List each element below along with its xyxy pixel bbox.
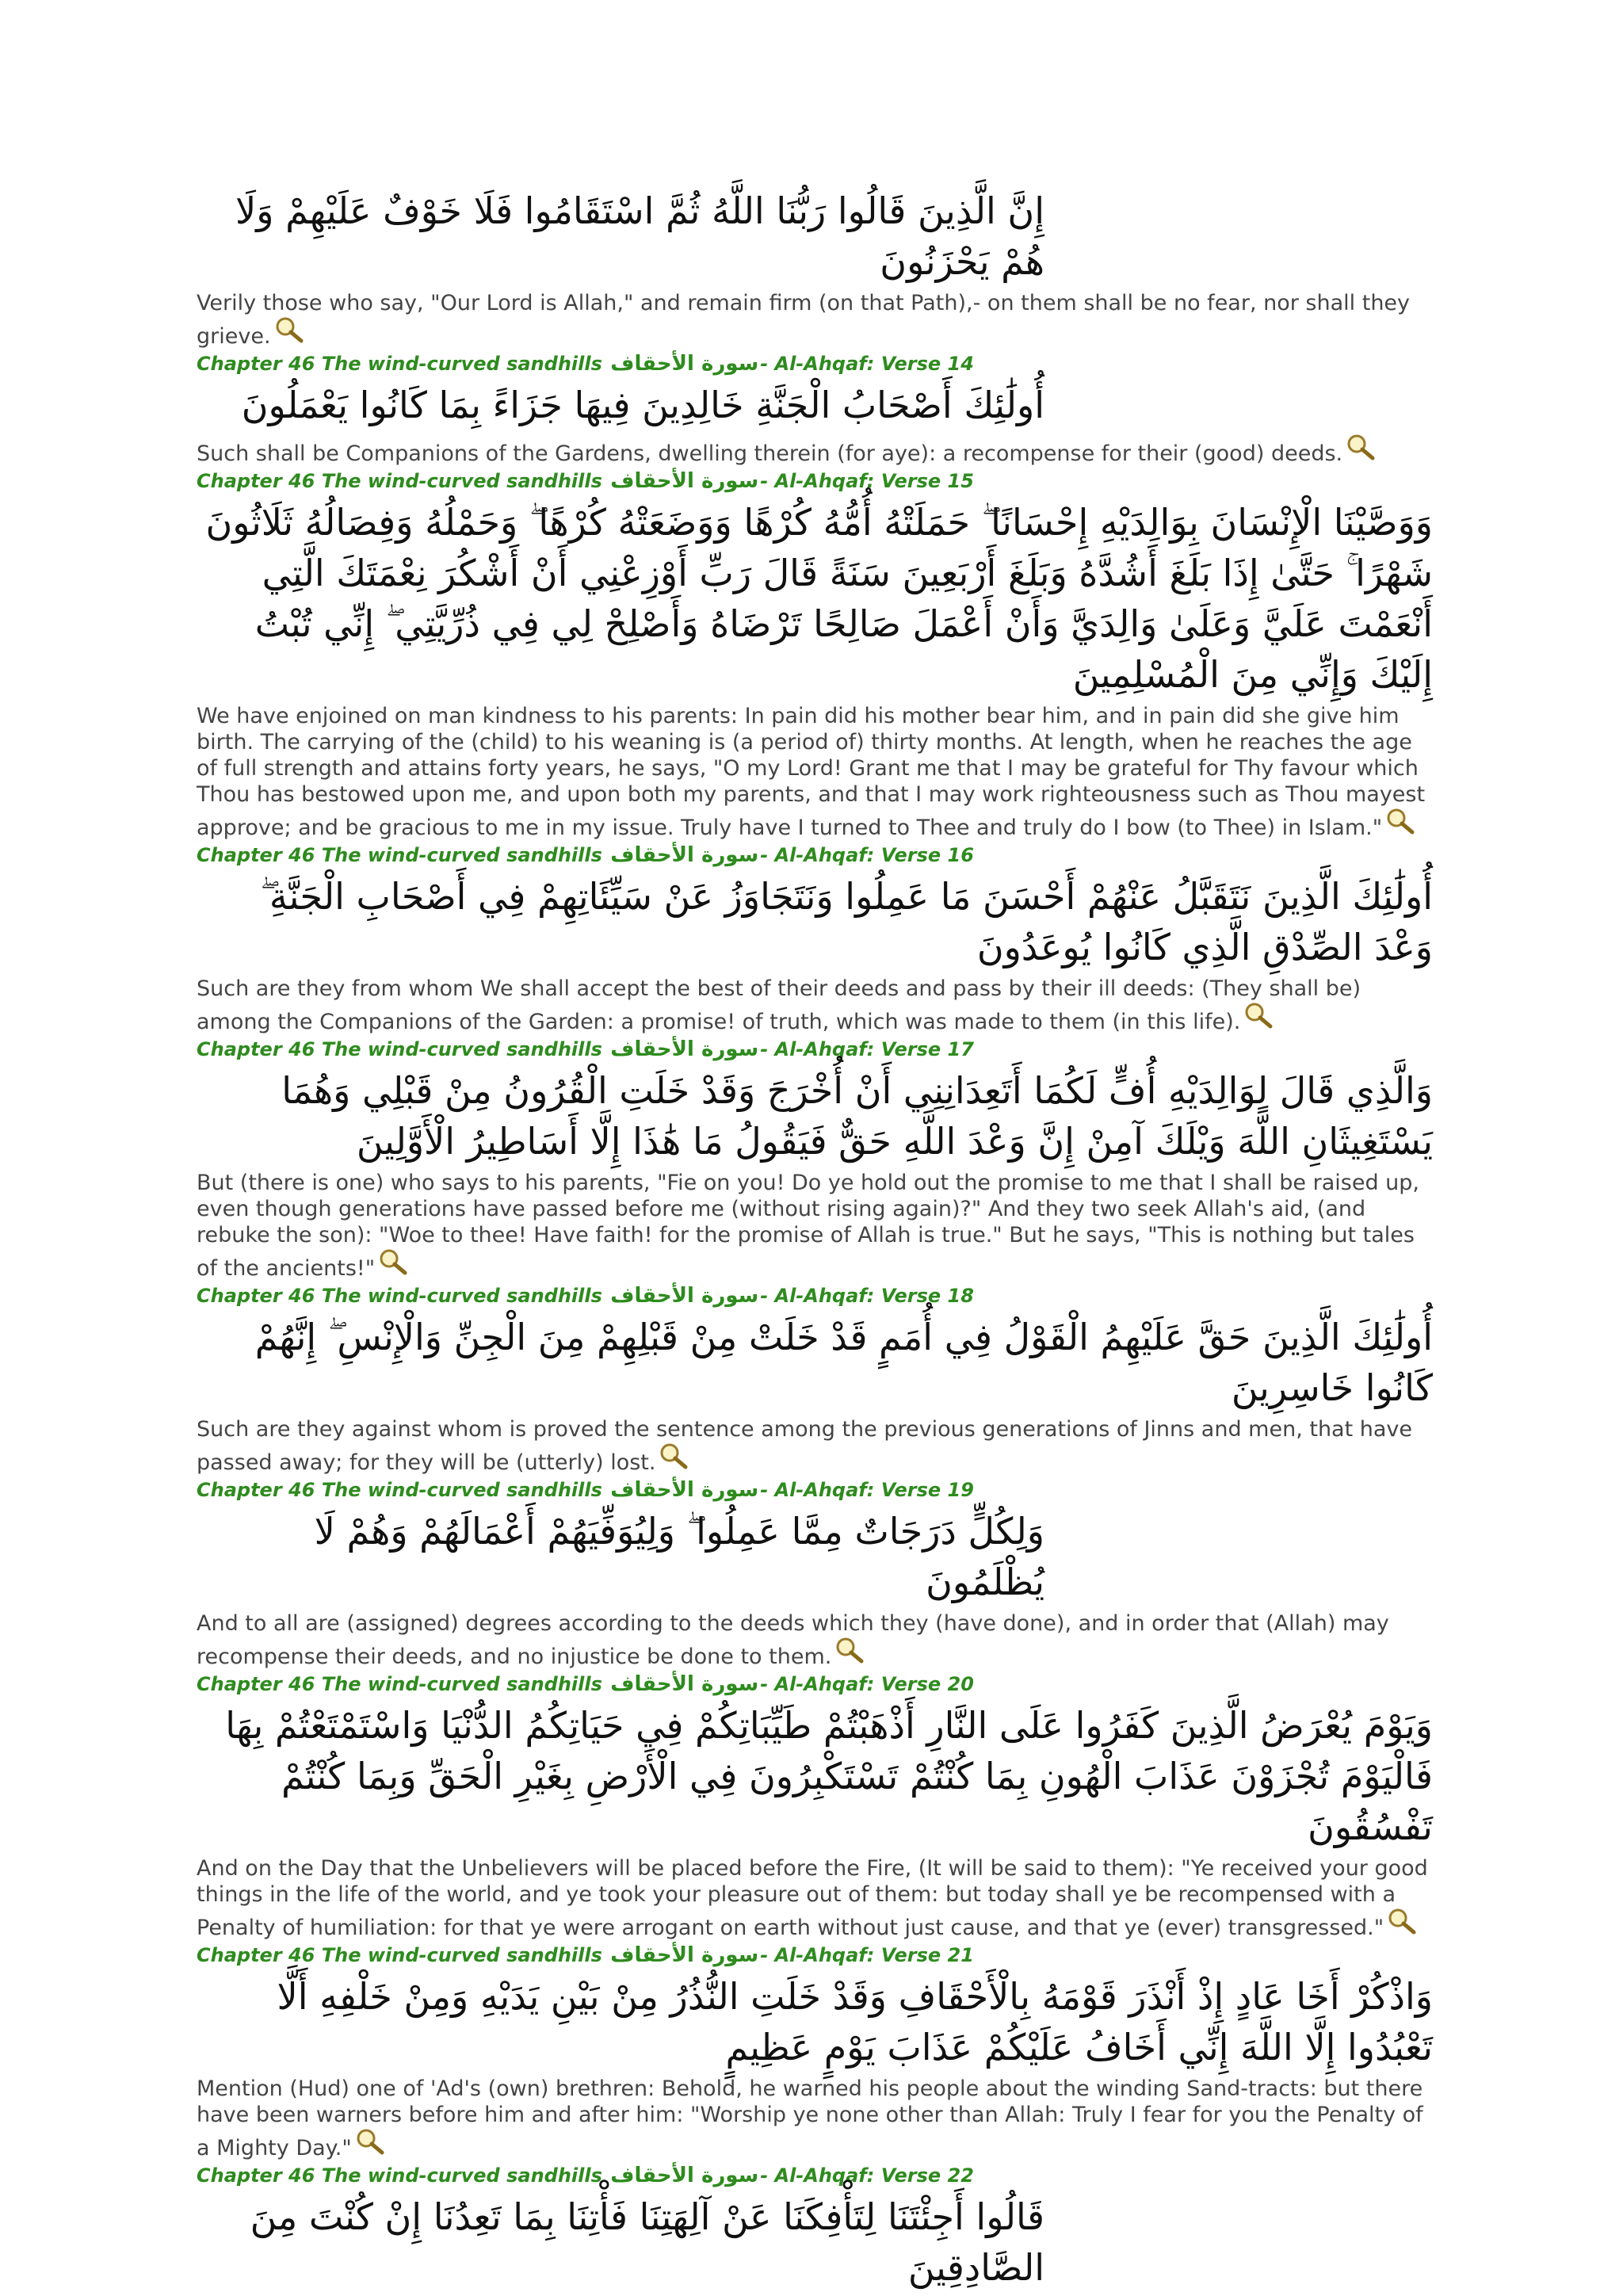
magnifier-icon[interactable] — [355, 2128, 385, 2155]
arabic-verse-text: وَلِكُلٍّ دَرَجَاتٌ مِمَّا عَمِلُوا ۖ وَلِيُوَفِّيَهُمْ أَعْمَالَهُمْ وَهُمْ لَا يُظْلَمُونَ — [314, 1510, 1044, 1603]
translation-body: Such are they from whom We shall accept the best of their deeds and pass by their ill deeds: (They shall be) among the Companions of the Garden: a promise! of truth, which was made to them (in this life). — [197, 976, 1361, 1034]
sura-name-arabic: سورة الأحقاف — [610, 1478, 759, 1502]
magnifier-icon[interactable] — [659, 1442, 689, 1469]
sura-verse-label: - Al-Ahqaf: Verse 21 — [760, 1944, 974, 1966]
verse-block-21 — [197, 1941, 1433, 2161]
translation-text — [197, 290, 1433, 350]
sura-name-arabic: سورة الأحقاف — [610, 1672, 759, 1696]
sura-name-arabic: سورة الأحقاف — [610, 2164, 759, 2187]
verse-header — [197, 841, 1433, 869]
sura-verse-label: - Al-Ahqaf: Verse 15 — [760, 470, 974, 492]
arabic-verse-text: أُولَٰئِكَ أَصْحَابُ الْجَنَّةِ خَالِدِينَ فِيهَا جَزَاءً بِمَا كَانُوا يَعْمَلُونَ — [241, 384, 1044, 426]
translation-text — [197, 976, 1433, 1035]
chapter-label: Chapter 46 The wind-curved sandhills — [197, 1944, 602, 1966]
chapter-label: Chapter 46 The wind-curved sandhills — [197, 353, 602, 375]
sura-verse-label: - Al-Ahqaf: Verse 17 — [760, 1038, 974, 1060]
sura-name-arabic: سورة الأحقاف — [610, 1037, 759, 1061]
arabic-verse-text: أُولَٰئِكَ الَّذِينَ حَقَّ عَلَيْهِمُ الْقَوْلُ فِي أُمَمٍ قَدْ خَلَتْ مِنْ قَبْلِهِمْ مِنَ الْجِنِّ وَالْإِنْسِ ۖ إِنَّهُمْ كَانُوا خَاسِرِينَ — [254, 1316, 1433, 1409]
translation-body: But (there is one) who says to his parents, "Fie on you! Do ye hold out the promise to me that I shall be raised up, even though generations have passed before me (without rising again)?" And they two seek Allah's aid, (and rebuke the son): "Woe to thee! Have faith! for the promise of Allah is true." But he says, "This is nothing but tales of the ancients!" — [197, 1171, 1419, 1281]
verse-block-18 — [197, 1282, 1433, 1476]
verse-block-13 — [197, 185, 1433, 350]
verse-block-16 — [197, 841, 1433, 1035]
verse-page — [197, 184, 1433, 2296]
sura-verse-label: - Al-Ahqaf: Verse 20 — [760, 1673, 974, 1695]
translation-text — [197, 1170, 1433, 1282]
translation-text — [197, 1416, 1433, 1476]
chapter-label: Chapter 46 The wind-curved sandhills — [197, 2164, 602, 2187]
translation-body: We have enjoined on man kindness to his parents: In pain did his mother bear him, and in pain did she give him birth. The carrying of the (child) to his weaning is (a period of) thirty months. At length, when he reaches the age of full strength and attains forty years, he says, "O my Lord! Grant me that I may be grateful for Thy favour which Thou has bestowed upon me, and upon both my parents, and that I may work righteousness such as Thou mayest approve; and be gracious to me in my issue. Truly have I turned to Thee and truly do I bow (to Thee) in Islam." — [197, 704, 1426, 840]
verse-header — [197, 1282, 1433, 1310]
chapter-label: Chapter 46 The wind-curved sandhills — [197, 1038, 602, 1060]
chapter-label: Chapter 46 The wind-curved sandhills — [197, 844, 602, 866]
verse-block-17 — [197, 1035, 1433, 1282]
magnifier-icon[interactable] — [834, 1637, 865, 1664]
translation-body: Mention (Hud) one of 'Ad's (own) brethren: Behold, he warned his people about the winding Sand-tracts: but there have been warners before him and after him: "Worship ye none other than Allah: Truly I fear for you the Penalty of a Mighty Day." — [197, 2076, 1423, 2160]
sura-name-arabic: سورة الأحقاف — [610, 1943, 759, 1967]
verse-block-19 — [197, 1476, 1433, 1670]
translation-body: Verily those who say, "Our Lord is Allah," and remain firm (on that Path),- on them shall be no fear, nor shall they grieve. — [197, 291, 1411, 349]
verse-block-20 — [197, 1670, 1433, 1941]
arabic-verse-text: وَيَوْمَ يُعْرَضُ الَّذِينَ كَفَرُوا عَلَى النَّارِ أَذْهَبْتُمْ طَيِّبَاتِكُمْ فِي حَيَاتِكُمُ الدُّنْيَا وَاسْتَمْتَعْتُمْ بِهَا فَالْيَوْمَ تُجْزَوْنَ عَذَابَ الْهُونِ بِمَا كُنْتُمْ تَسْتَكْبِرُونَ فِي الْأَرْضِ بِغَيْرِ الْحَقِّ وَبِمَا كُنْتُمْ تَفْسُقُونَ — [225, 1704, 1433, 1848]
verse-header — [197, 1670, 1433, 1698]
sura-name-arabic: سورة الأحقاف — [610, 1284, 759, 1308]
magnifier-icon[interactable] — [1346, 434, 1376, 460]
verse-block-15 — [197, 467, 1433, 841]
arabic-verse-text: وَاذْكُرْ أَخَا عَادٍ إِذْ أَنْذَرَ قَوْمَهُ بِالْأَحْقَافِ وَقَدْ خَلَتِ النُّذُرُ مِنْ بَيْنِ يَدَيْهِ وَمِنْ خَلْفِهِ أَلَّا تَعْبُدُوا إِلَّا اللَّهَ إِنِّي أَخَافُ عَلَيْكُمْ عَذَابَ يَوْمٍ عَظِيمٍ — [277, 1975, 1433, 2069]
sura-verse-label: - Al-Ahqaf: Verse 19 — [760, 1479, 974, 1501]
translation-body: And to all are (assigned) degrees according to the deeds which they (have done), and in order that (Allah) may recompense their deeds, and no injustice be done to them. — [197, 1611, 1389, 1669]
sura-name-arabic: سورة الأحقاف — [610, 843, 759, 867]
sura-verse-label: - Al-Ahqaf: Verse 22 — [760, 2164, 974, 2187]
verse-header — [197, 1941, 1433, 1969]
arabic-verse-text: وَالَّذِي قَالَ لِوَالِدَيْهِ أُفٍّ لَكُمَا أَتَعِدَانِنِي أَنْ أُخْرَجَ وَقَدْ خَلَتِ الْقُرُونُ مِنْ قَبْلِي وَهُمَا يَسْتَغِيثَانِ اللَّهَ وَيْلَكَ آمِنْ إِنَّ وَعْدَ اللَّهِ حَقٌّ فَيَقُولُ مَا هَٰذَا إِلَّا أَسَاطِيرُ الْأَوَّلِينَ — [281, 1069, 1433, 1163]
magnifier-icon[interactable] — [1243, 1002, 1274, 1029]
translation-body: And on the Day that the Unbelievers will be placed before the Fire, (It will be said to them): "Ye received your good things in the life of the world, and ye took your pleasure out of them: but today shall ye be recompensed with a Penalty of humiliation: for that ye were arrogant on earth without just cause, and that ye (ever) transgressed." — [197, 1856, 1428, 1940]
translation-text — [197, 2076, 1433, 2161]
translation-text — [197, 1610, 1433, 1670]
sura-name-arabic: سورة الأحقاف — [610, 469, 759, 493]
chapter-label: Chapter 46 The wind-curved sandhills — [197, 470, 602, 492]
verse-header — [197, 1476, 1433, 1504]
magnifier-icon[interactable] — [1385, 808, 1415, 835]
verse-block-14 — [197, 350, 1433, 467]
verse-header — [197, 350, 1433, 378]
arabic-verse-text: أُولَٰئِكَ الَّذِينَ نَتَقَبَّلُ عَنْهُمْ أَحْسَنَ مَا عَمِلُوا وَنَتَجَاوَزُ عَنْ سَيِّئَاتِهِمْ فِي أَصْحَابِ الْجَنَّةِ ۖ وَعْدَ الصِّدْقِ الَّذِي كَانُوا يُوعَدُونَ — [260, 875, 1433, 968]
sura-name-arabic: سورة الأحقاف — [610, 352, 759, 376]
chapter-label: Chapter 46 The wind-curved sandhills — [197, 1673, 602, 1695]
arabic-verse-text: وَوَصَّيْنَا الْإِنْسَانَ بِوَالِدَيْهِ إِحْسَانًا ۖ حَمَلَتْهُ أُمُّهُ كُرْهًا وَوَضَعَتْهُ كُرْهًا ۖ وَحَمْلُهُ وَفِصَالُهُ ثَلَاثُونَ شَهْرًا ۚ حَتَّىٰ إِذَا بَلَغَ أَشُدَّهُ وَبَلَغَ أَرْبَعِينَ سَنَةً قَالَ رَبِّ أَوْزِعْنِي أَنْ أَشْكُرَ نِعْمَتَكَ الَّتِي أَنْعَمْتَ عَلَيَّ وَعَلَىٰ وَالِدَيَّ وَأَنْ أَعْمَلَ صَالِحًا تَرْضَاهُ وَأَصْلِحْ لِي فِي ذُرِّيَّتِي ۖ إِنِّي تُبْتُ إِلَيْكَ وَإِنِّي مِنَ الْمُسْلِمِينَ — [205, 501, 1433, 696]
sura-verse-label: - Al-Ahqaf: Verse 14 — [760, 353, 974, 375]
translation-text — [197, 1855, 1433, 1941]
verse-header — [197, 467, 1433, 495]
translation-text — [197, 703, 1433, 841]
magnifier-icon[interactable] — [274, 316, 304, 343]
verse-header — [197, 2161, 1433, 2190]
arabic-verse-text: إِنَّ الَّذِينَ قَالُوا رَبُّنَا اللَّهُ ثُمَّ اسْتَقَامُوا فَلَا خَوْفٌ عَلَيْهِمْ وَلَا هُمْ يَحْزَنُونَ — [235, 189, 1044, 283]
translation-text — [197, 434, 1433, 467]
verse-header — [197, 1035, 1433, 1064]
translation-body: Such shall be Companions of the Gardens, dwelling therein (for aye): a recompense for their (good) deeds. — [197, 441, 1343, 466]
sura-verse-label: - Al-Ahqaf: Verse 18 — [760, 1285, 974, 1307]
chapter-label: Chapter 46 The wind-curved sandhills — [197, 1479, 602, 1501]
translation-body: Such are they against whom is proved the sentence among the previous generations of Jinns and men, that have passed away; for they will be (utterly) lost. — [197, 1417, 1413, 1475]
chapter-label: Chapter 46 The wind-curved sandhills — [197, 1285, 602, 1307]
magnifier-icon[interactable] — [378, 1248, 408, 1275]
magnifier-icon[interactable] — [1387, 1908, 1417, 1935]
arabic-verse-text: قَالُوا أَجِئْتَنَا لِتَأْفِكَنَا عَنْ آلِهَتِنَا فَأْتِنَا بِمَا تَعِدُنَا إِنْ كُنْتَ مِنَ الصَّادِقِينَ — [250, 2195, 1044, 2289]
sura-verse-label: - Al-Ahqaf: Verse 16 — [760, 844, 974, 866]
verse-block-22 — [197, 2161, 1433, 2293]
